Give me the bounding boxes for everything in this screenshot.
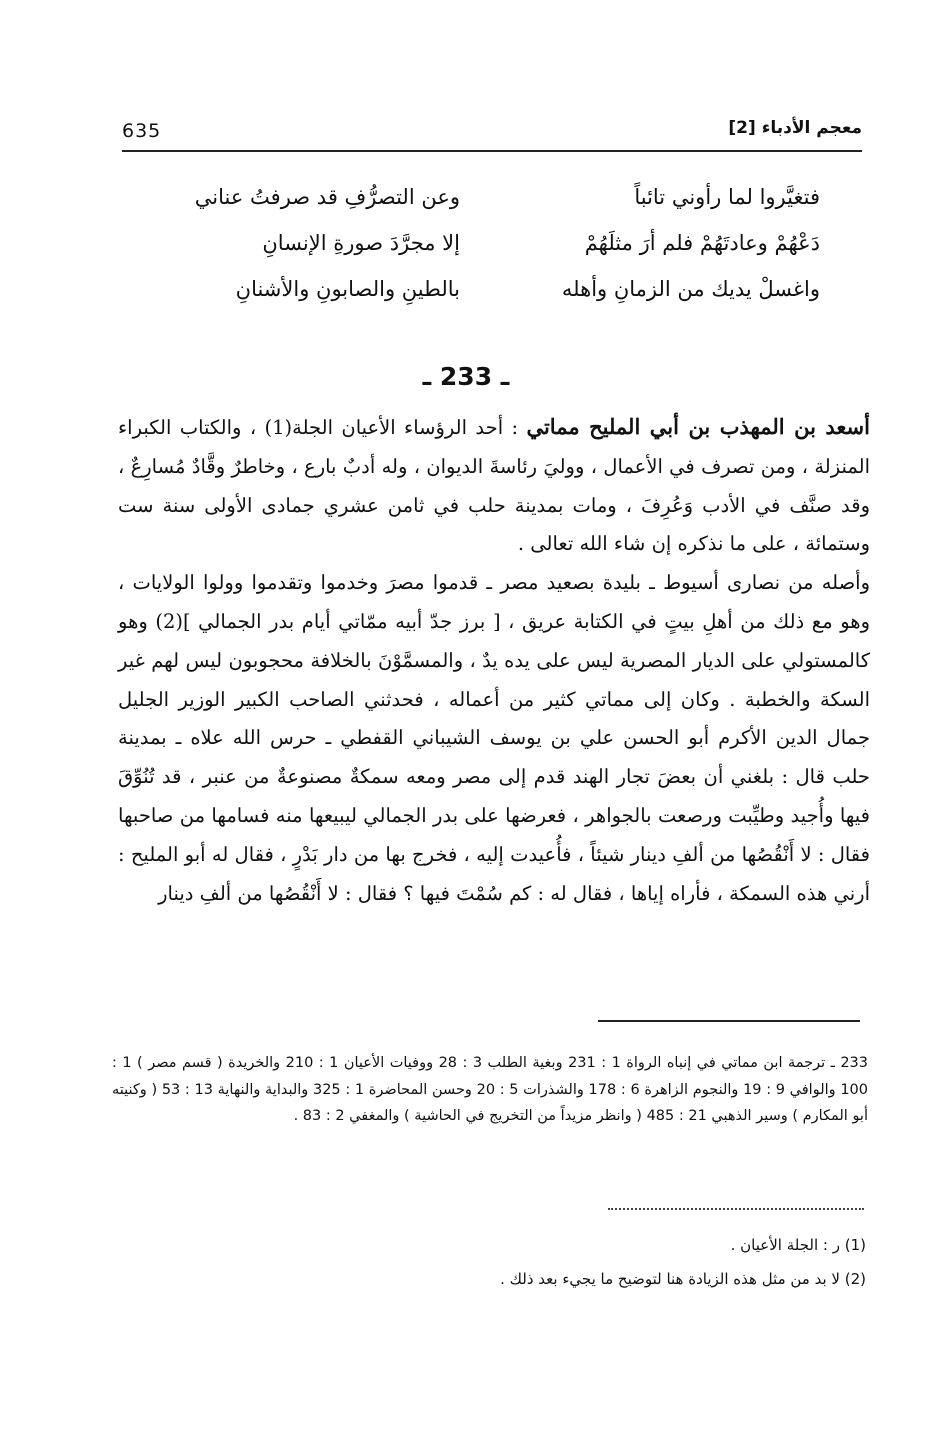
sources-note [112,1050,868,1130]
verse-second-hemistich: بالطينِ والصابونِ والأشنانِ [235,277,460,301]
entry-name: أسعد بن المهذب بن أبي المليح مماتي [526,414,870,439]
sources-text: 233 ـ ترجمة ابن مماتي في إنباه الرواة 1 : 231 وبغية الطلب 3 : 28 ووفيات الأعيان 1 : 210 والخريدة ( قسم مصر ) 1 : 100 والوافي 9 : 19 والنجوم الزاهرة 6 : 178 والشذرات 5 : 20 وحسن المحاضرة 1 : 325 والبداية والنهاية 13 : 53 ( وكنيته أبو المكارم ) وسير الذهبي 21 : 485 ( وانظر مزيداً من التخريج في الحاشية ) والمغفي 2 : 83 . [112,1055,869,1124]
entry-number: ـ 233 ـ [422,362,510,391]
poem-verse [160,231,820,277]
footnotes [300,1228,866,1296]
verse-first-hemistich: دَعْهُمْ وعادتَهُمْ فلم أرَ مثلَهُمْ [584,231,820,255]
entry-body [118,408,870,913]
footnote-2: (2) لا بد من مثل هذه الزيادة هنا لتوضيح ما يجيء بعد ذلك . [500,1270,866,1288]
entry-paragraph [118,408,870,564]
footnote-divider [598,1020,860,1022]
poem-verse [160,185,820,231]
entry-paragraph-text: : أحد الرؤساء الأعيان الجلة(1) ، والكتاب الكبراء المنزلة ، ومن تصرف في الأعمال ، ووليَ رئاسةَ الديوان ، وله أدبٌ بارع ، وخاطرٌ وقَّادٌ مُسارِعٌ ، وقد صنَّف في الأدب وَعُرِفَ ، ومات بمدينة حلب في ثامن عشري جمادى الأولى سنة ست وستمائة ، على ما نذكره إن شاء الله تعالى . [118,416,870,556]
running-title: معجم الأدباء [2] [728,118,862,138]
verse-second-hemistich: وعن التصرُّفِ قد صرفتُ عناني [194,185,460,209]
footnote-1: (1) ر : الجلة الأعيان . [730,1236,866,1254]
page-number: 635 [122,120,162,142]
dotted-divider [608,1208,864,1210]
entry-paragraph: وأصله من نصارى أسيوط ـ بليدة بصعيد مصر ـ قدموا مصرَ وخدموا وتقدموا وولوا الولايات ، وهو مع ذلك من أهلِ بيتٍ في الكتابة عريق ، [ برز جدّ أبيه ممّاتي أيام بدر الجمالي ](2) وهو كالمستولي على الديار المصرية ليس على يده يدٌ ، والمسمَّوْنَ بالخلافة محجوبون ليس لهم غير السكة والخطبة . وكان إلى مماتي كثير من أعماله ، فحدثني الصاحب الكبير الوزير الجليل جمال الدين الأكرم أبو الحسن علي بن يوسف الشيباني القفطي ـ حرس الله علاه ـ بمدينة حلب قال : بلغني أن بعضَ تجار الهند قدم إلى مصر ومعه سمكةٌ مصنوعةٌ من عنبر ، قد تُنُوِّقَ فيها وأُجيد وطيِّبت ورصعت بالجواهر ، فعرضها على بدر الجمالي ليبيعها منه فسامها من صاحبها فقال : لا أَنْقُصُها من ألفِ دينار شيئاً ، فأُعيدت إليه ، فخرج بها من دار بَدْرٍ ، فقال له أبو المليح : أرني هذه السمكة ، فأراه إياها ، فقال له : كم سُمْتَ فيها ؟ فقال : لا أَنْقُصُها من ألفِ دينار [118,571,870,905]
verse-second-hemistich: إلا مجرَّدَ صورةِ الإنسانِ [262,231,460,255]
verse-first-hemistich: واغسلْ يديك من الزمانِ وأهله [561,277,820,301]
poem-verse [160,277,820,323]
page-header [122,118,862,152]
poem [160,185,820,323]
verse-first-hemistich: فتغيَّروا لما رأوني تائباً [634,185,820,209]
